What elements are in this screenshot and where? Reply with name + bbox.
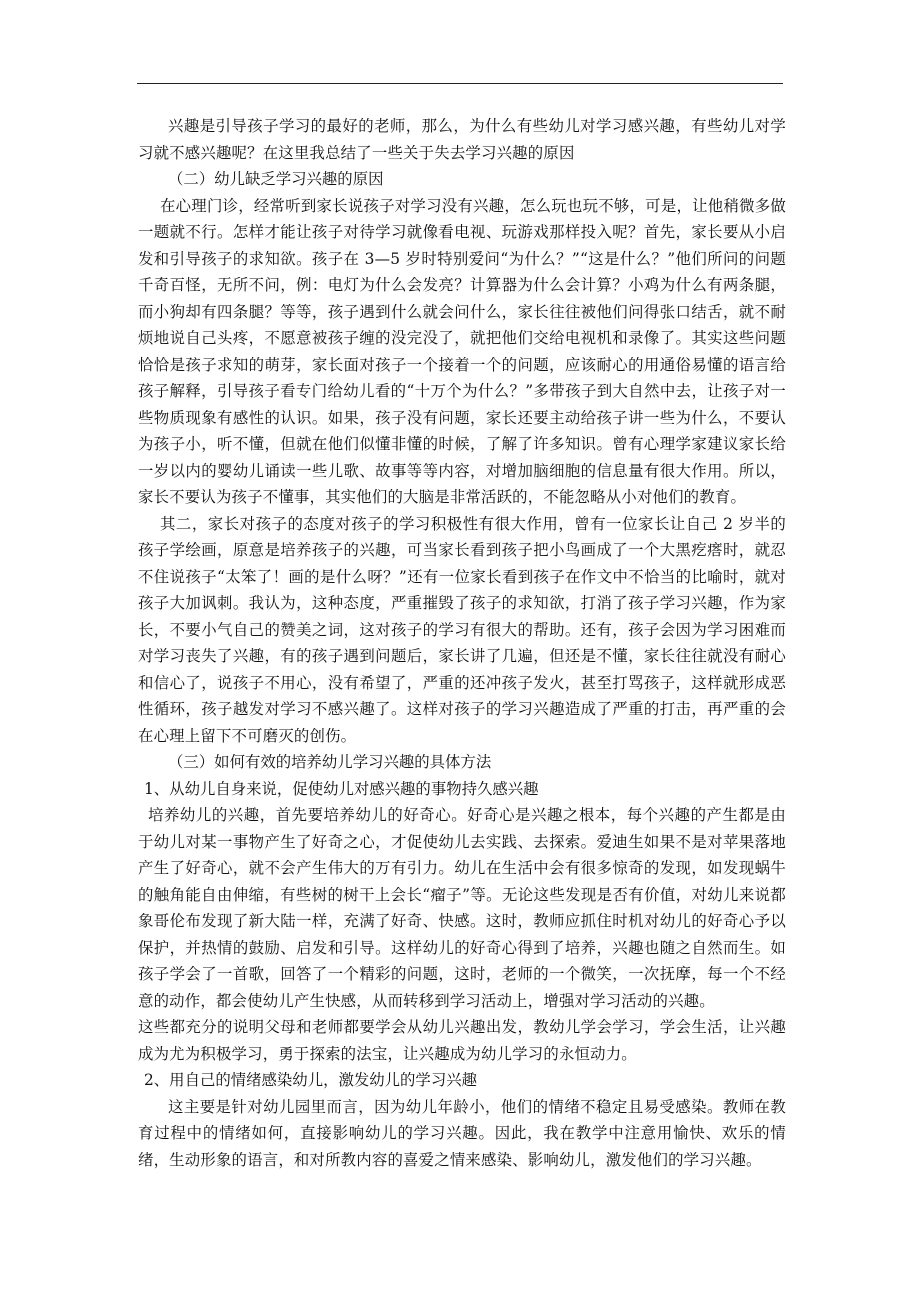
subheading-2: 2、用自己的情绪感染幼儿，激发幼儿的学习兴趣 bbox=[144, 1071, 477, 1089]
section-heading-2: （二）幼儿缺乏学习兴趣的原因 bbox=[168, 170, 384, 188]
header-rule bbox=[137, 83, 783, 84]
subheading-1: 1、从幼儿自身来说，促使幼儿对感兴趣的事物持久感兴趣 bbox=[144, 779, 539, 798]
body-paragraph-1: 在心理门诊，经常听到家长说孩子对学习没有兴趣，怎么玩也玩不够，可是，让他稍微多做一题就不行。怎样才能让孩子对待学习就像看电视、玩游戏那样投入呢？首先，家长要从小启发和引导孩子的求知欲。孩子在 3—5 岁时特别爱问“为什么？”“这是什么？”他们所问的问题千奇百怪，无所不问，例：电灯为什么会发亮？计算器为什么会计算？小鸡为什么有两条腿，而小狗却有四条腿？等等，孩子遇到什么就会问什么，家长往往被他们问得张口结舌，就不耐烦地说自己头疼，不愿意被孩子缠的没完没了，就把他们交给电视机和录像了。其实这些问题恰恰是孩子求知的萌芽，家长面对孩子一个接着一个的问题，应该耐心的用通俗易懂的语言给孩子解释，引导孩子看专门给幼儿看的“十万个为什么？”多带孩子到大自然中去，让孩子对一些物质现象有感性的认识。如果，孩子没有问题，家长还要主动给孩子讲一些为什么，不要认为孩子小，听不懂，但就在他们似懂非懂的时候，了解了许多知识。曾有心理学家建议家长给一岁以内的婴幼儿诵读一些儿歌、故事等等内容，对增加脑细胞的信息量有很大作用。所以，家长不要认为孩子不懂事，其实他们的大脑是非常活跃的，不能忽略从小对他们的教育。 bbox=[138, 196, 786, 506]
body-paragraph-5: 这主要是针对幼儿园里而言，因为幼儿年龄小，他们的情绪不稳定且易受感染。教师在教育过程中的情绪如何，直接影响幼儿的学习兴趣。因此，我在教学中注意用愉快、欢乐的情绪，生动形象的语言，和对所教内容的喜爱之情来感染、影响幼儿，激发他们的学习兴趣。 bbox=[138, 1097, 786, 1169]
intro-paragraph: 兴趣是引导孩子学习的最好的老师，那么，为什么有些幼儿对学习感兴趣，有些幼儿对学习就不感兴趣呢？在这里我总结了一些关于失去学习兴趣的原因 bbox=[138, 117, 786, 162]
document-body bbox=[138, 113, 786, 1173]
body-paragraph-4: 这些都充分的说明父母和老师都要学会从幼儿兴趣出发，教幼儿学会学习，学会生活，让兴趣成为尤为积极学习，勇于探索的法宝，让兴趣成为幼儿学习的永恒动力。 bbox=[138, 1018, 786, 1063]
section-heading-3: （三）如何有效的培养幼儿学习兴趣的具体方法 bbox=[168, 753, 492, 771]
body-paragraph-3: 培养幼儿的兴趣，首先要培养幼儿的好奇心。好奇心是兴趣之根本，每个兴趣的产生都是由于幼儿对某一事物产生了好奇之心，才促使幼儿去实践、去探索。爱迪生如果不是对苹果落地产生了好奇心，就不会产生伟大的万有引力。幼儿在生活中会有很多惊奇的发现，如发现蜗牛的触角能自由伸缩，有些树的树干上会长“瘤子”等。无论这些发现是否有价值，对幼儿来说都象哥伦布发现了新大陆一样，充满了好奇、快感。这时，教师应抓住时机对幼儿的好奇心予以保护，并热情的鼓励、启发和引导。这样幼儿的好奇心得到了培养，兴趣也随之自然而生。如孩子学会了一首歌，回答了一个精彩的问题，这时，老师的一个微笑，一次抚摩，每一个不经意的动作，都会使幼儿产生快感，从而转移到学习活动上，增强对学习活动的兴趣。 bbox=[138, 806, 786, 1010]
body-paragraph-2: 其二，家长对孩子的态度对孩子的学习积极性有很大作用，曾有一位家长让自己 2 岁半的孩子学绘画，原意是培养孩子的兴趣，可当家长看到孩子把小鸟画成了一个大黑疙瘩时，就忍不住说孩子“太笨了！画的是什么呀？”还有一位家长看到孩子在作文中不恰当的比喻时，就对孩子大加讽刺。我认为，这种态度，严重摧毁了孩子的求知欲，打消了孩子学习兴趣，作为家长，不要小气自己的赞美之词，这对孩子的学习有很大的帮助。还有，孩子会因为学习困难而对学习丧失了兴趣，有的孩子遇到问题后，家长讲了几遍，但还是不懂，家长往往就没有耐心和信心了，说孩子不用心，没有希望了，严重的还冲孩子发火，甚至打骂孩子，这样就形成恶性循环，孩子越发对学习不感兴趣了。这样对孩子的学习兴趣造成了严重的打击，再严重的会在心理上留下不可磨灭的创伤。 bbox=[138, 514, 786, 745]
